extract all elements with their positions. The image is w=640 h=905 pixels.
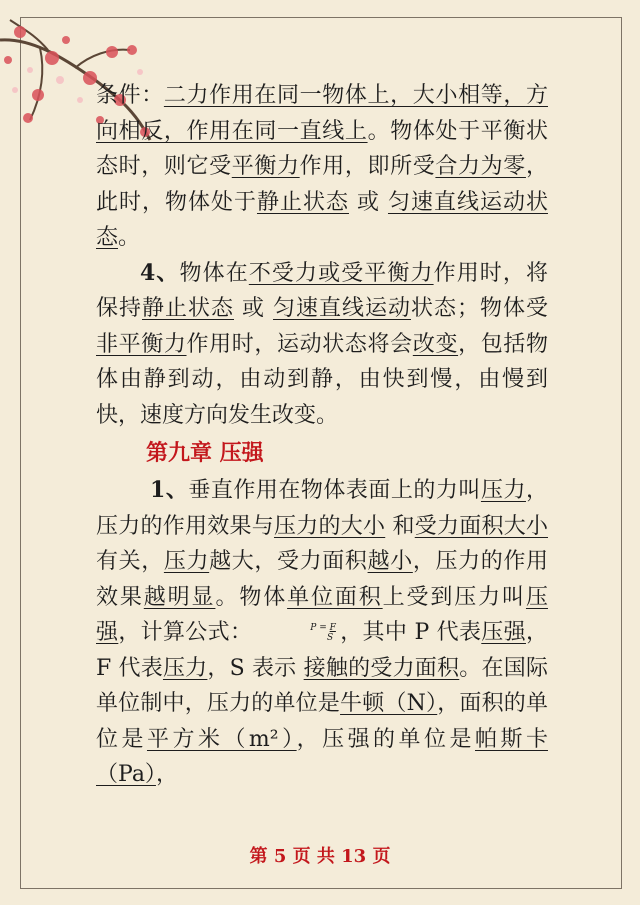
- answer-blank: 合力为零: [435, 154, 526, 179]
- paragraph-balance-conditions: [96, 78, 548, 256]
- text-segment: ，压力的作用效果与: [96, 478, 548, 539]
- page-number-footer: 第 5 页 共 13 页: [249, 846, 391, 867]
- text-segment: ，压力的作用效果: [96, 549, 548, 610]
- text-segment: 状态；物体受: [410, 296, 548, 321]
- text-segment: 或: [242, 296, 265, 321]
- answer-blank: 改变: [412, 331, 459, 357]
- answer-blank: 牛顿（N）: [340, 691, 438, 716]
- answer-blank: 匀速直线运动状态: [96, 189, 548, 250]
- formula-denominator: S: [327, 633, 334, 643]
- text-segment: ，此时，物体处于: [96, 154, 548, 215]
- formula-lhs: P =: [310, 623, 327, 633]
- text-segment: ，受力面积: [254, 549, 368, 574]
- answer-blank: 接触的受力面积: [303, 655, 460, 681]
- answer-blank: 静止状态: [256, 189, 349, 215]
- answer-blank: 非平衡力: [96, 331, 187, 357]
- answer-blank: 压力: [480, 478, 526, 503]
- text-segment: 和: [392, 513, 415, 539]
- text-segment: ，计算公式：: [118, 620, 253, 645]
- answer-blank: 压力: [163, 549, 210, 574]
- text-segment: 垂直作用在物体表面上的力叫: [188, 478, 481, 503]
- text-segment: 上受到压力叫: [382, 584, 526, 610]
- text-segment: ，其中 P 代表: [339, 620, 482, 645]
- page-content: [96, 78, 548, 793]
- text-segment: 。物体处于平衡状态时，则它受: [96, 118, 548, 179]
- paragraph-motion-state: [96, 256, 548, 434]
- formula-numerator: F: [329, 623, 336, 633]
- text-segment: ，包括物体由静到动，由动到静，由快到慢，由慢到快，速度方向发生改变。: [96, 331, 548, 428]
- text-segment: 作用时，将保持: [96, 260, 548, 321]
- answer-blank: 单位面积: [287, 584, 383, 610]
- text-segment: 。在国际单位制中，压力的单位是: [96, 655, 548, 716]
- text-segment: 作用时，运动状态将会: [186, 331, 413, 357]
- answer-blank: 不受力或受平衡力: [248, 260, 434, 286]
- text-segment: 作用，即所受: [299, 154, 436, 179]
- answer-blank: 越明显: [143, 584, 216, 610]
- text-segment: 或: [356, 189, 380, 215]
- answer-blank: 平衡力: [231, 154, 300, 179]
- answer-blank: 压力的大小: [273, 513, 386, 539]
- chapter-heading: 第九章 压强: [146, 440, 264, 466]
- answer-blank: 匀速直线运动: [273, 296, 411, 321]
- text-segment: ，压强的单位是: [296, 726, 475, 752]
- pressure-formula: [256, 623, 336, 643]
- answer-blank: 平方米（m²）: [146, 726, 297, 752]
- answer-blank: 静止状态: [142, 296, 234, 321]
- answer-blank: 越小: [367, 549, 413, 574]
- text-segment: ，: [155, 762, 178, 787]
- paragraph-pressure: [96, 473, 548, 793]
- text-segment: ，F 代表: [96, 620, 548, 681]
- text-segment: 物体在: [179, 260, 249, 286]
- answer-blank: 二力作用在同一物体上，大小相等，: [163, 83, 526, 108]
- text-segment: 。: [118, 225, 141, 250]
- text-segment: 越大: [209, 549, 255, 574]
- item-number: 1、: [150, 477, 189, 503]
- answer-blank: 压力: [162, 655, 208, 681]
- text-segment: ，S 表示: [207, 655, 297, 681]
- text-segment: ，面积的单位是: [96, 691, 548, 752]
- text-segment: 条件：: [96, 83, 164, 108]
- text-segment: 。物体: [215, 584, 288, 610]
- answer-blank: 帕斯卡（Pa）: [96, 726, 548, 787]
- answer-blank: 方向相反，作用在同一直线上: [96, 83, 548, 144]
- answer-blank: 压强: [481, 620, 526, 645]
- text-segment: 有关，: [96, 549, 164, 574]
- answer-blank: 受力面积大小: [414, 513, 548, 539]
- answer-blank: 压强: [96, 584, 548, 645]
- item-number: 4、: [140, 259, 180, 286]
